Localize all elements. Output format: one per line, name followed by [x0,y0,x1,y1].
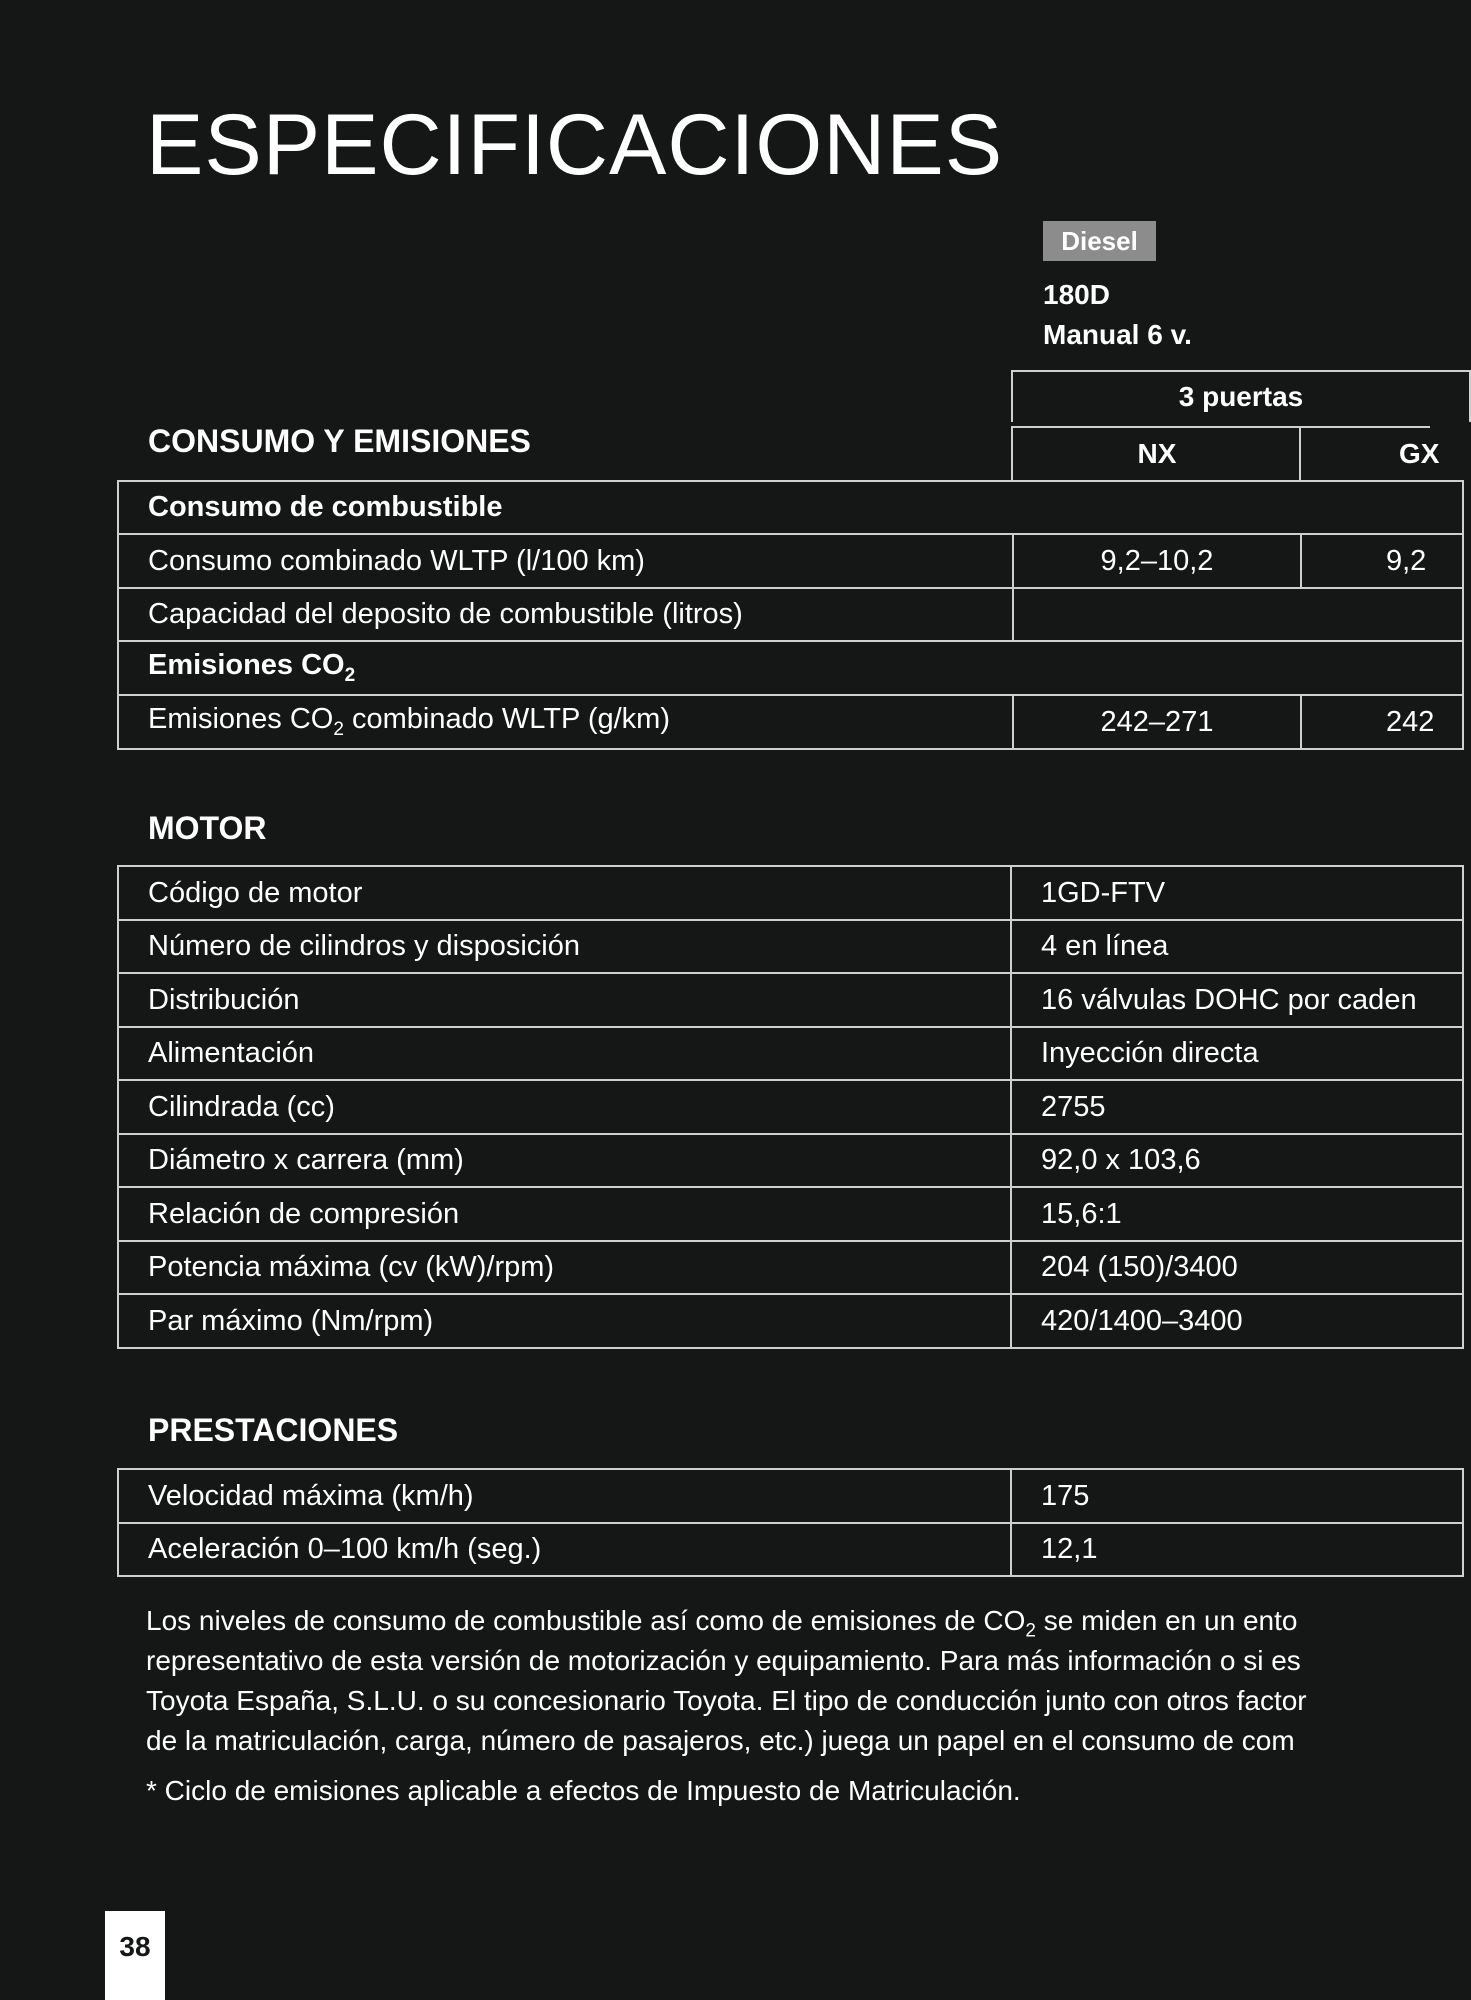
subscript: 2 [1025,1620,1036,1642]
note-text: Los niveles de consumo de combustible así como de emisiones de CO [146,1605,1026,1636]
row-label: Aceleración 0–100 km/h (seg.) [118,1523,1011,1576]
table-row [118,920,1463,973]
row-value: 92,0 x 103,6 [1011,1134,1463,1187]
value-nx: 9,2–10,2 [1013,534,1301,588]
table-row [118,695,1463,749]
group-label-emisiones [118,641,1463,695]
fuel-type-badge: Diesel [1043,221,1156,261]
row-label: Par máximo (Nm/rpm) [118,1294,1011,1348]
section-title-prestaciones: PRESTACIONES [148,1412,399,1448]
note-text: de la matriculación, carga, número de pasajeros, etc.) juega un papel en el consumo de com [146,1725,1295,1756]
row-label: Cilindrada (cc) [118,1080,1011,1134]
row-label: Código de motor [118,866,1011,920]
table-row [118,1187,1463,1241]
label-text: combinado WLTP (g/km) [343,703,670,736]
row-label: Capacidad del deposito de combustible (litros) [118,588,1013,641]
footnote: * Ciclo de emisiones aplicable a efectos de Impuesto de Matriculación. [146,1775,1021,1806]
note-text: se miden en un ento [1035,1605,1298,1636]
row-label: Diámetro x carrera (mm) [118,1134,1011,1187]
table-row [118,481,1463,534]
motor-table [117,865,1464,1349]
row-label: Relación de compresión [118,1187,1011,1241]
row-value: 2755 [1011,1080,1463,1134]
page-title: ESPECIFICACIONES [146,97,1004,193]
row-value: Inyección directa [1011,1027,1463,1080]
legal-note [146,1601,1430,1761]
row-label: Número de cilindros y disposición [118,920,1011,973]
group-label-text: Emisiones CO [148,649,345,682]
row-value: 420/1400–3400 [1011,1294,1463,1348]
transmission-type: Manual 6 v. [1043,319,1192,350]
table-row [118,1134,1463,1187]
trim-header-nx: NX [1011,426,1301,480]
row-label: Distribución [118,973,1011,1027]
subscript: 2 [344,664,356,686]
table-row [118,973,1463,1027]
engine-model: 180D [1043,279,1110,310]
row-value: 16 válvulas DOHC por caden [1011,973,1463,1027]
row-label: Consumo combinado WLTP (l/100 km) [118,534,1013,588]
row-label [118,695,1013,749]
table-row [118,1469,1463,1523]
table-row [118,641,1463,695]
trim-header-gx: GX [1299,426,1430,480]
row-value: 175 [1011,1469,1463,1523]
row-value: 1GD-FTV [1011,866,1463,920]
row-label: Potencia máxima (cv (kW)/rpm) [118,1241,1011,1294]
table-row [118,1027,1463,1080]
table-row [118,534,1463,588]
table-row [118,1294,1463,1348]
table-row [118,588,1463,641]
label-text: Emisiones CO [148,703,334,736]
row-value: 15,6:1 [1011,1187,1463,1241]
row-label: Velocidad máxima (km/h) [118,1469,1011,1523]
note-text: Toyota España, S.L.U. o su concesionario Toyota. El tipo de conducción junto con otros factor [146,1685,1307,1716]
prestaciones-table [117,1468,1464,1577]
value-gx: 242 [1301,695,1463,749]
table-row [118,866,1463,920]
page-number: 38 [105,1911,165,2000]
row-label: Alimentación [118,1027,1011,1080]
row-value: 12,1 [1011,1523,1463,1576]
group-label-consumo: Consumo de combustible [118,481,1463,534]
table-row [118,1523,1463,1576]
note-text: representativo de esta versión de motorización y equipamiento. Para más información o si es [146,1645,1301,1676]
doors-header: 3 puertas [1011,370,1471,422]
value-empty [1013,588,1463,641]
section-title-consumo: CONSUMO Y EMISIONES [148,423,531,459]
section-title-motor: MOTOR [148,810,267,846]
row-value: 4 en línea [1011,920,1463,973]
value-gx: 9,2 [1301,534,1463,588]
consumo-table [117,480,1464,750]
value-nx: 242–271 [1013,695,1301,749]
row-value: 204 (150)/3400 [1011,1241,1463,1294]
subscript: 2 [333,718,344,740]
table-row [118,1080,1463,1134]
table-row [118,1241,1463,1294]
